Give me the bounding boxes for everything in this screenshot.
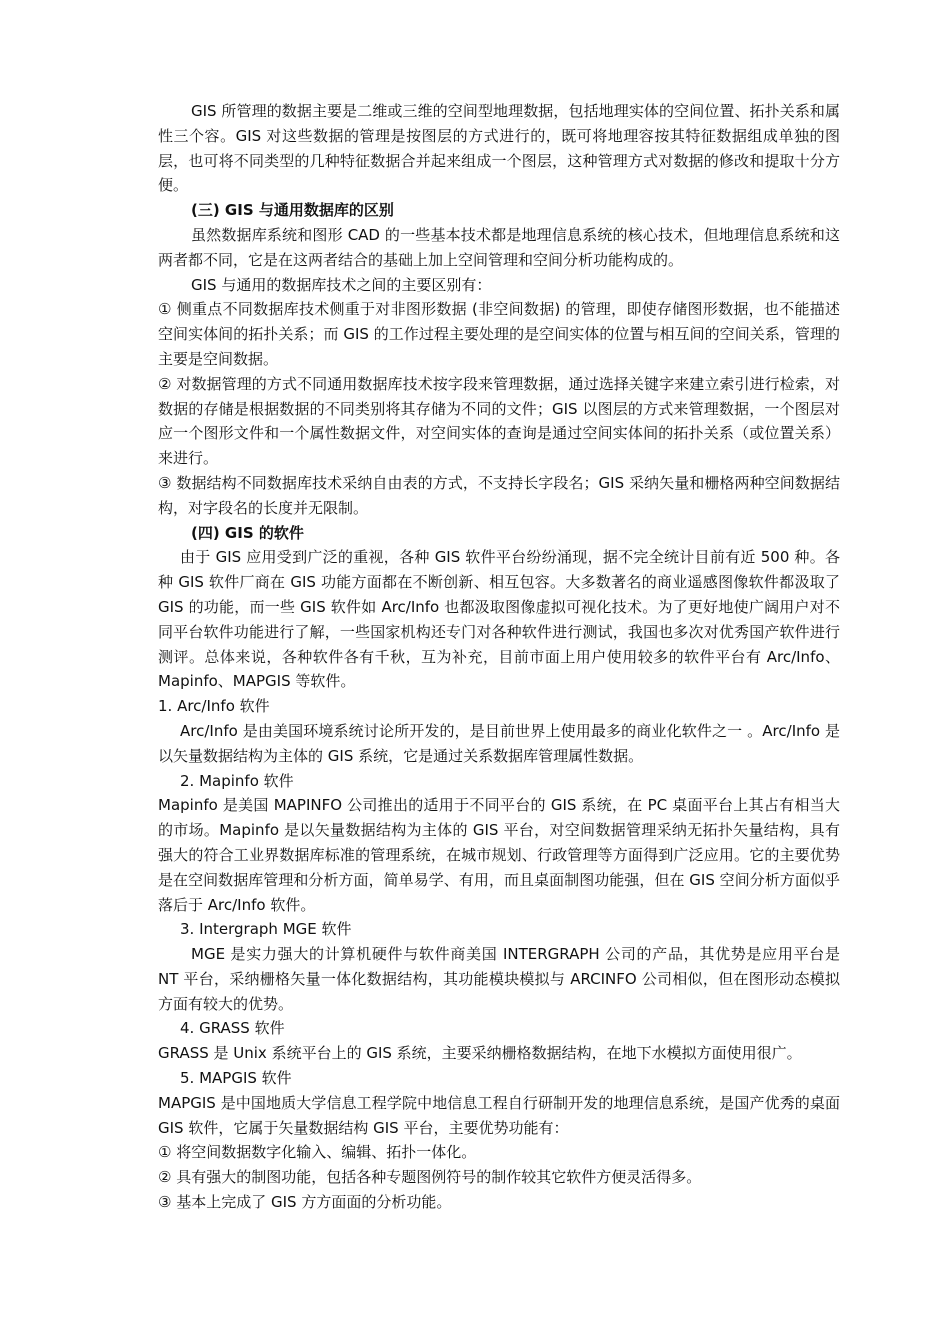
paragraph-gis-core-tech: 虽然数据库系统和图形 CAD 的一些基本技术都是地理信息系统的核心技术，但地理信息系统和这两者都不同，它是在这两者结合的基础上加上空间管理和空间分析功能构成的。 <box>158 225 840 269</box>
subheading-grass: 4. GRASS 软件 <box>180 1019 285 1038</box>
paragraph-grass: GRASS 是 Unix 系统平台上的 GIS 系统，主要采纳栅格数据结构，在地下水模拟方面使用很广。 <box>158 1044 802 1063</box>
paragraph-mapgis: MAPGIS 是中国地质大学信息工程学院中地信息工程自行研制开发的地理信息系统，是国产优秀的桌面 GIS 软件，它属于矢量数据结构 GIS 平台，主要优势功能有： <box>158 1093 840 1137</box>
list-item-mapgis-2: ② 具有强大的制图功能，包括各种专题图例符号的制作较其它软件方便灵活得多。 <box>158 1168 702 1187</box>
paragraph-intergraph-mge: MGE 是实力强大的计算机硬件与软件商美国 INTERGRAPH 公司的产品，其优势是应用平台是 NT 平台，采纳栅格矢量一体化数据结构，其功能模块模拟与 ARCINFO 公司相似，但在图形动态模拟方面有较大的优势。 <box>158 945 840 1013</box>
section-heading-gis-vs-database: (三) GIS 与通用数据库的区别 <box>191 201 394 220</box>
list-item-mapgis-1: ① 将空间数据数字化输入、编辑、拓扑一体化。 <box>158 1143 477 1162</box>
list-item-difference-2: ② 对数据管理的方式不同通用数据库技术按字段来管理数据，通过选择关键字来建立索引进行检索，对数据的存储是根据数据的不同类别将其存储为不同的文件；GIS 以图层的方式来管理数据，一个图层对应一个图形文件和一个属性数据文件，对空间实体的查询是通过空间实体间的拓扑关系（或位置关系）来进行。 <box>158 374 840 468</box>
paragraph-gis-data-management: GIS 所管理的数据主要是二维或三维的空间型地理数据，包括地理实体的空间位置、拓扑关系和属性三个容。GIS 对这些数据的管理是按图层的方式进行的，既可将地理容按其特征数据组成单独的图层，也可将不同类型的几种特征数据合并起来组成一个图层，这种管理方式对数据的修改和提取十分方便。 <box>158 102 840 195</box>
list-item-difference-3: ③ 数据结构不同数据库技术采纳自由表的方式，不支持长字段名；GIS 采纳矢量和栅格两种空间数据结构，对字段名的长度并无限制。 <box>158 473 840 517</box>
list-item-difference-1: ① 侧重点不同数据库技术侧重于对非图形数据 (非空间数据) 的管理，即使存储图形数据，也不能描述空间实体间的拓扑关系；而 GIS 的工作过程主要处理的是空间实体的位置与相互间的空间关系，管理的主要是空间数据。 <box>158 300 840 368</box>
paragraph-arcinfo: Arc/Info 是由美国环境系统讨论所开发的，是目前世界上使用最多的商业化软件之一 。Arc/Info 是以矢量数据结构为主体的 GIS 系统，它是通过关系数据库管理属性数据。 <box>158 721 840 765</box>
subheading-arcinfo: 1. Arc/Info 软件 <box>158 697 270 716</box>
subheading-intergraph-mge: 3. Intergraph MGE 软件 <box>180 920 352 939</box>
paragraph-software-overview: 由于 GIS 应用受到广泛的重视，各种 GIS 软件平台纷纷涌现，据不完全统计目前有近 500 种。各种 GIS 软件厂商在 GIS 功能方面都在不断创新、相互包容。大多数著名的商业遥感图像软件都汲取了 GIS 的功能，而一些 GIS 软件如 Arc/Info 也都汲取图像虚拟可视化技术。为了更好地使广阔用户对不同平台软件功能进行了解，一些国家机构还专门对各种软件进行测试，我国也多次对优秀国产软件进行测评。总体来说，各种软件各有千秋，互为补充，目前市面上用户使用较多的软件平台有 Arc/Info、Mapinfo、MAPGIS 等软件。 <box>158 548 840 691</box>
paragraph-differences-intro: GIS 与通用的数据库技术之间的主要区别有： <box>191 275 492 294</box>
section-heading-gis-software: (四) GIS 的软件 <box>191 523 304 542</box>
paragraph-mapinfo: Mapinfo 是美国 MAPINFO 公司推出的适用于不同平台的 GIS 系统，在 PC 桌面平台上其占有相当大的市场。Mapinfo 是以矢量数据结构为主体的 GIS 平台，对空间数据管理采纳无拓扑矢量结构，具有强大的符合工业界数据库标准的管理系统，在城市规划、行政管理等方面得到广泛应用。它的主要优势是在空间数据库管理和分析方面，简单易学、有用，而且桌面制图功能强，但在 GIS 空间分析方面似乎落后于 Arc/Info 软件。 <box>158 796 840 914</box>
list-item-mapgis-3: ③ 基本上完成了 GIS 方方面面的分析功能。 <box>158 1193 452 1212</box>
subheading-mapgis: 5. MAPGIS 软件 <box>180 1069 292 1088</box>
subheading-mapinfo: 2. Mapinfo 软件 <box>180 771 294 790</box>
